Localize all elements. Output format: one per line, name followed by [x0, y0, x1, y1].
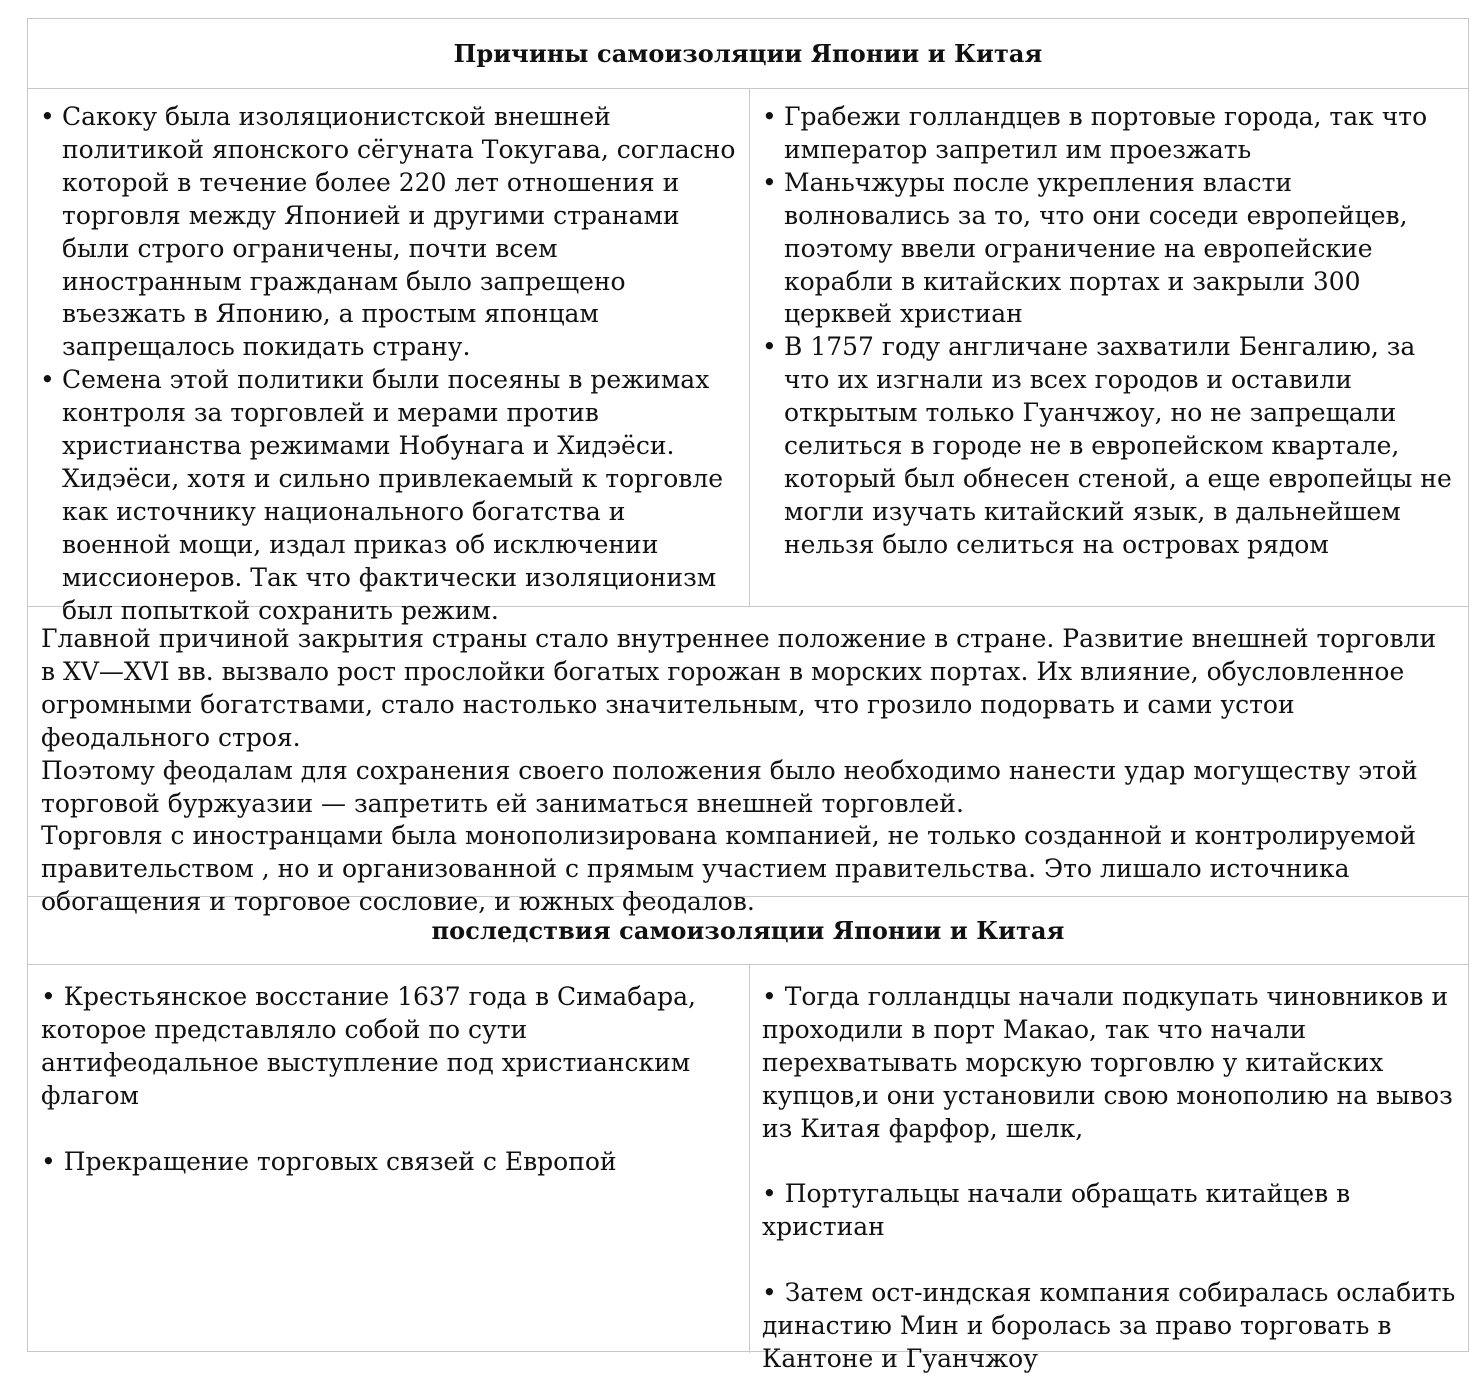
causes-row	[28, 89, 1468, 625]
main-reason-paragraph-3: Торговля с иностранцами была монополизирована компанией, не только созданной и контролируемой правительством , но и организованной с прямым участием правительства. Это лишало источника обогащения и торговое сословие, и южных феодалов.	[41, 821, 1417, 917]
causes-header-row	[28, 19, 1468, 89]
list-item: • Тогда голландцы начали подкупать чиновников и проходили в порт Макао, так что начали перехватывать морскую торговлю у китайских купцов,и они установили свою монополию на вывоз из Китая фарфор, шелк,	[762, 982, 1453, 1143]
causes-japan-list	[40, 101, 741, 628]
main-reason-paragraph-2: Поэтому феодалам для сохранения своего положения было необходимо нанести удар могуществу этой торговой буржуазии — запретить ей заниматься внешней торговлей.	[41, 755, 1418, 818]
list-item: • Крестьянское восстание 1637 года в Симабара, которое представляло собой по сути антифеодальное выступление под христианским флагом	[41, 982, 697, 1110]
list-item: • Семена этой политики были посеяны в режимах контроля за торговлей и мерами против христианства режимами Нобунага и Хидэёси. Хидэёси, хотя и сильно привлекаемый к торговле как источнику национального богатства и военной мощи, издал приказ об исключении миссионеров. Так что фактически изоляционизм был попыткой сохранить режим.	[40, 365, 724, 625]
list-item: • Маньчжуры после укрепления власти волновались за то, что они соседи европейцев, поэтому ввели ограничение на европейские корабли в китайских портах и закрыли 300 церквей христиан	[762, 167, 1408, 329]
causes-japan-cell	[28, 89, 750, 625]
list-item: • Прекращение торговых связей с Европой	[41, 1146, 617, 1176]
list-item: • Сакоку была изоляционистской внешней политикой японского сёгуната Токугава, согласно которой в течение более 220 лет отношения и торговля между Японией и другими странами были строго ограничены, почти всем иностранным гражданам было запрещено въезжать в Японию, а простым японцам запрещалось покидать страну.	[40, 102, 736, 362]
bullet-icon: •	[762, 102, 777, 131]
consequences-japan-cell	[28, 965, 750, 1353]
causes-title: Причины самоизоляции Японии и Китая	[453, 39, 1043, 68]
consequences-row	[28, 965, 1468, 1373]
main-reason-row	[28, 607, 1468, 917]
bullet-icon: •	[762, 332, 777, 362]
consequences-header-row	[28, 897, 1468, 965]
list-item: • Грабежи голландцев в портовые города, так что император запретил им проезжать	[762, 102, 1428, 164]
causes-china-list	[762, 101, 1462, 562]
list-item: • Затем ост-индская компания собиралась ослабить династию Мин и боролась за право торговать в Кантоне и Гуанчжоу	[762, 1278, 1456, 1373]
consequences-title: последствия самоизоляции Японии и Китая	[431, 916, 1065, 945]
main-reason-paragraph-1: Главной причиной закрытия страны стало внутреннее положение в стране. Развитие внешней торговли в XV—XVI вв. вызвало рост прослойки богатых горожан в морских портах. Их влияние, обусловленное огромными богатствами, стало настолько значительным, что грозило подорвать и сами устои феодального строя.	[41, 624, 1437, 752]
list-item: • Португальцы начали обращать китайцев в христиан	[762, 1179, 1351, 1242]
bullet-icon: •	[40, 365, 55, 395]
bullet-icon: •	[40, 102, 55, 131]
consequences-china-cell	[750, 965, 1468, 1373]
history-table	[27, 18, 1469, 1373]
causes-china-cell	[750, 89, 1468, 606]
list-item: • В 1757 году англичане захватили Бенгалию, за что их изгнали из всех городов и оставили открытым только Гуанчжоу, но не запрещали селиться в городе не в европейском квартале, который был обнесен стеной, а еще европейцы не могли изучать китайский язык, в дальнейшем нельзя было селиться на островах рядом	[762, 332, 1452, 559]
bullet-icon: •	[762, 167, 777, 197]
